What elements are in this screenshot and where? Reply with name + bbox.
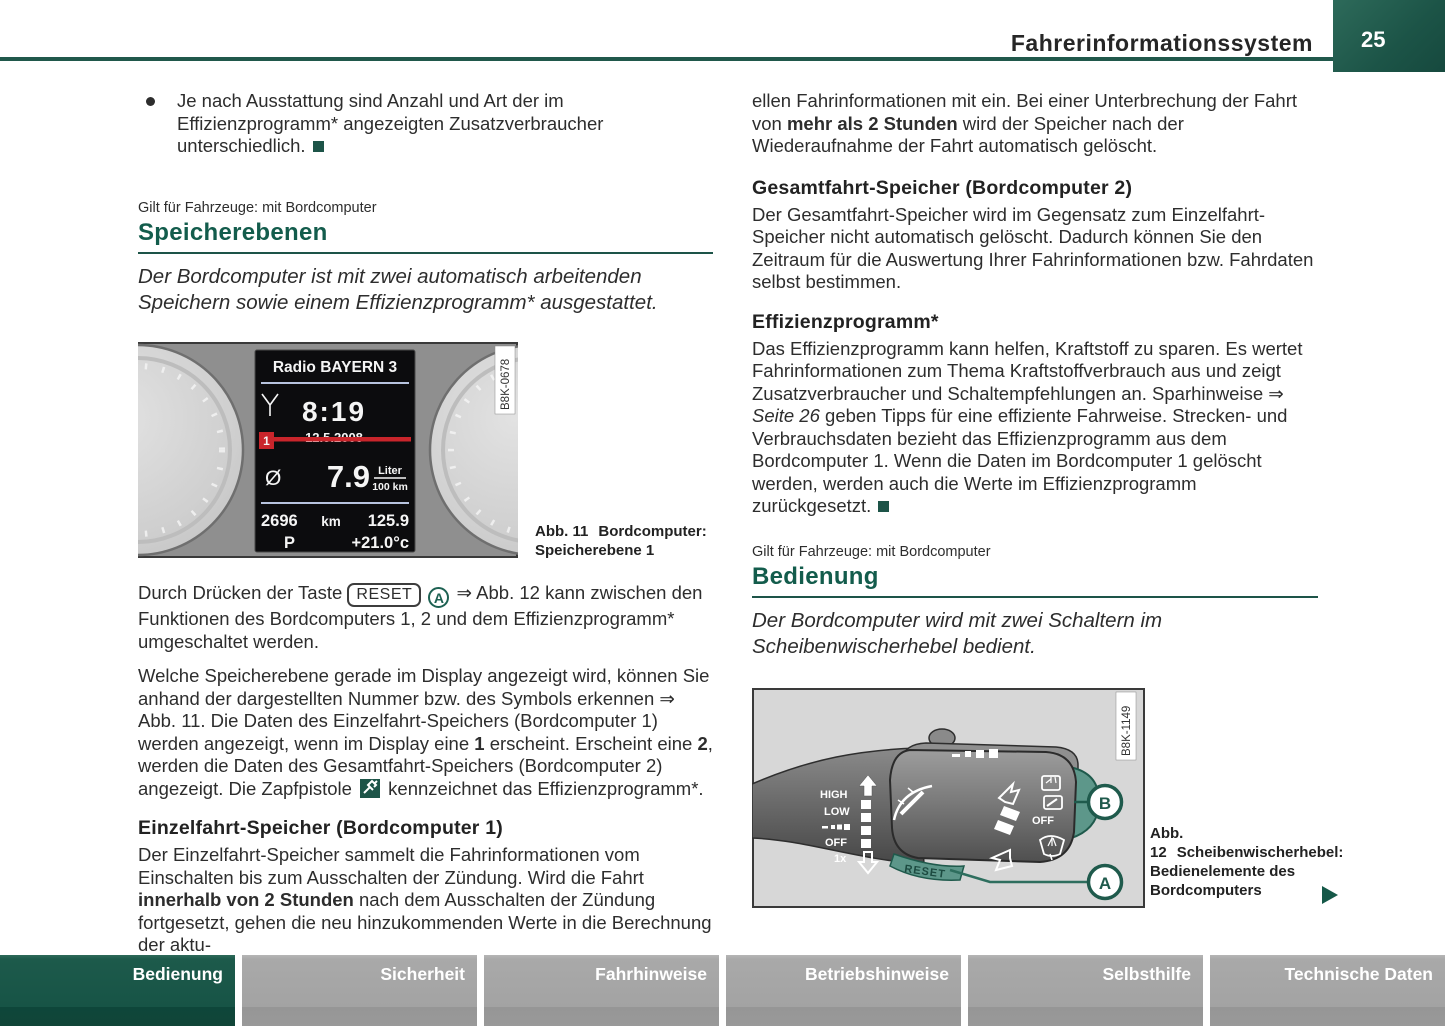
consumption-unit-bottom: 100 km [372,480,408,493]
section-end-marker [313,141,324,152]
right-column [752,90,1344,908]
label-off: OFF [825,836,847,849]
bold-number-2: 2 [697,732,708,754]
callout-key-b: B [1098,793,1112,813]
paragraph-gesamtfahrt: Der Gesamtfahrt-Speicher wird im Gegensatz zum Einzelfahrt-Speicher nicht automatisch gelöscht. Dadurch können Sie den Zeitraum für die Auswertung Ihrer Fahrinformationen bzw. Fahrdaten selbst bestimmen. [752,203,1314,292]
section-intro: Der Bordcomputer wird mit zwei Schaltern im Scheibenwischerhebel bedient. [752,608,1163,658]
bold-number-1: 1 [474,732,485,754]
average-symbol: Ø [265,466,282,490]
radio-station: Radio BAYERN 3 [272,358,398,376]
figure-code-label [495,346,515,414]
tab-label: Selbsthilfe [1102,964,1191,984]
text-segment: , werden die Daten des Gesamtfahrt-Speichers (Bordcomputer 2) angezeigt. Die Zapfpistole [138,732,713,799]
figure-code: B8K-0678 [500,358,512,410]
tab-label: Technische Daten [1284,964,1433,984]
fuel-nozzle-icon [360,779,380,798]
figure-code: B8K-1149 [1121,705,1133,756]
figure-ref: Abb. 12 [1150,824,1184,861]
figure-12 [752,688,1344,908]
section-end-marker [878,501,889,512]
paragraph-einzelfahrt [138,844,713,957]
page-title: Fahrerinformationssystem [1010,30,1313,56]
outside-temperature: +21.0°c [351,533,409,552]
page-number-box [1333,0,1445,72]
bullet-icon [146,97,155,106]
trip-value: 125.9 [367,511,409,530]
subheading-einzelfahrt: Einzelfahrt-Speicher (Bordcomputer 1) [138,817,503,840]
bullet-item [138,90,713,158]
consumption-unit-top: Liter [378,464,402,477]
tab-label: Sicherheit [380,964,465,984]
header-rule [0,57,1333,61]
page-number: 25 [1361,27,1386,52]
paragraph-speicherebene [138,665,713,800]
wiper-stalk-illustration [752,688,1145,908]
reset-key-label: RESET [347,583,421,607]
memory-level: 1 [263,433,270,448]
instrument-cluster-illustration [138,342,518,558]
paragraph-continuation [752,90,1318,158]
figure-11-caption [535,522,713,560]
label-low: LOW [824,805,850,818]
chapter-tabbar [0,955,1445,1026]
bold-segment: innerhalb von 2 Stunden [138,889,354,911]
odometer-value: 2696 [261,511,298,530]
text-segment: erscheint. Erscheint eine [484,732,698,754]
tab-betriebshinweise[interactable] [726,955,961,1026]
tab-fahrhinweise[interactable] [484,955,719,1026]
tab-label: Betriebshinweise [805,964,949,984]
page-continuation-arrow-icon [1322,886,1338,904]
text-segment: kennzeichnet das Effizienzprogramm*. [383,777,704,799]
page-reference: Seite 26 [752,405,820,426]
paragraph-effizienzprogramm [752,338,1318,518]
figure-code-label [1116,692,1136,760]
text-segment: Der Einzelfahrt-Speicher sammelt die Fahrinformationen vom Einschalten bis zum Ausschalten der Zündung. Wird die Fahrt [138,844,644,888]
tab-label: Fahrhinweise [595,964,707,984]
label-high: HIGH [820,788,848,801]
applies-note: Gilt für Fahrzeuge: mit Bordcomputer [752,543,991,560]
section-heading-bedienung: Bedienung [752,562,879,590]
section-intro: Der Bordcomputer ist mit zwei automatisch arbeitenden Speichern sowie einem Effizienzprogramm* ausgestattet. [138,264,658,314]
clock-time: 8:19 [301,395,367,427]
callout-key-a: A [1098,873,1112,893]
text-segment: Das Effizienzprogramm kann helfen, Kraftstoff zu sparen. Es wertet Fahrinformationen zum Thema Kraftstoffverbrauch aus und zeigt Zusatzverbraucher und Schaltempfehlungen an. Sparhinweise ⇒ [752,337,1303,404]
subheading-gesamtfahrt: Gesamtfahrt-Speicher (Bordcomputer 2) [752,176,1133,199]
text-segment: ellen Fahrinformationen mit ein. Bei einer Unterbrechung der Fahrt von [752,90,1298,134]
label-1x: 1x [834,852,847,865]
section-heading-speicherebenen: Speicherebenen [138,218,328,246]
text-segment: ⇒ Abb. 12 kann zwischen den Funktionen des Bordcomputers 1, 2 und dem Effizienzprogramm* umgeschaltet werden. [138,581,703,652]
gear-indicator: P [284,533,296,552]
tab-sicherheit[interactable] [242,955,477,1026]
callout-key-a: A [428,587,449,608]
subheading-effizienzprogramm: Effizienzprogramm* [752,310,939,333]
figure-caption-text: Scheibenwischerhebel: Bedienelemente des Bordcomputers [1150,843,1344,899]
section-heading-rule [138,252,713,254]
text-segment: Welche Speicherebene gerade im Display angezeigt wird, können Sie anhand der dargestellten Nummer bzw. des Symbols erkennen ⇒ Abb. 11. Die Daten des Einzelfahrt-Speichers (Bordcomputer 1) werden angezeigt, wenn im Display eine [138,665,710,754]
avg-consumption-value: 7.9 [326,458,370,494]
figure-11 [138,342,713,558]
left-column [138,90,713,957]
reset-button-label: RESET [903,862,947,881]
text-segment: Durch Drücken der Taste [138,581,348,603]
tab-selbsthilfe[interactable] [968,955,1203,1026]
text-segment: nach dem Ausschalten der Zündung fortgesetzt, gehen die neu hinzukommenden Werte in die Berechnung der aktu- [138,889,712,956]
figure-ref: Abb. 11 [535,522,589,540]
tab-technische-daten[interactable] [1210,955,1445,1026]
text-segment: wird der Speicher nach der Wiederaufnahme der Fahrt automatisch gelöscht. [752,112,1184,156]
figure-12-caption [1150,824,1344,900]
applies-note: Gilt für Fahrzeuge: mit Bordcomputer [138,199,377,216]
memory-level-bar [274,437,411,442]
driver-display [255,350,415,552]
figure-caption-text: Bordcomputer: Speicherebene 1 [535,522,707,559]
tab-label: Bedienung [132,964,223,984]
bullet-text: Je nach Ausstattung sind Anzahl und Art der im Effizienzprogramm* angezeigten Zusatzverbraucher unterschiedlich. [177,90,604,156]
text-segment: geben Tipps für eine effiziente Fahrweise. Strecken- und Verbrauchsdaten bezieht das Effizienzprogramm aus dem Bordcomputer 1. Wenn die Daten im Bordcomputer 1 gelöscht werden, werden auch die Werte im Effizienzprogramm zurückgesetzt. [752,405,1288,516]
paragraph-reset [138,582,713,654]
section-heading-rule [752,596,1318,598]
odometer-unit: km [321,513,341,529]
label-off-right: OFF [1032,814,1054,827]
tab-bedienung[interactable] [0,955,235,1026]
bold-segment: mehr als 2 Stunden [786,112,958,134]
